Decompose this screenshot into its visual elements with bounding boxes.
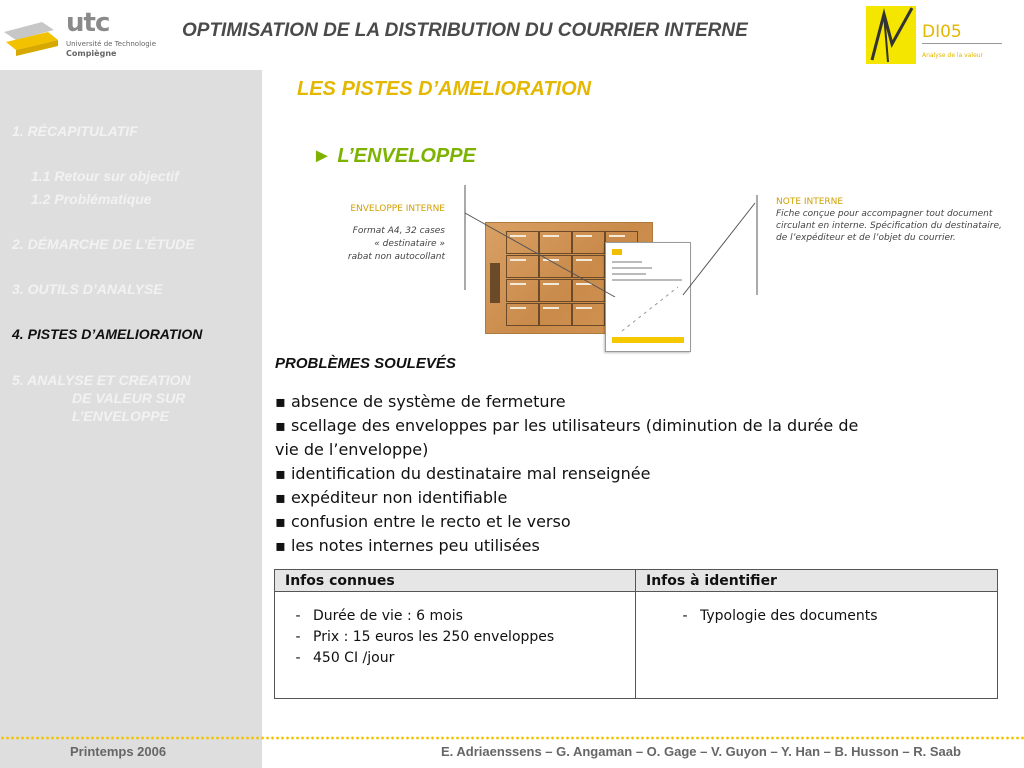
list-item: ▪ identification du destinataire mal renseignée [275,462,885,486]
sidebar-item-analyse-line2: DE VALEUR SUR [72,390,186,406]
list-item: - Prix : 15 euros les 250 enveloppes [283,627,635,648]
dio-logo-tagline: Analyse de la valeur [922,52,984,59]
table-cell-known [275,592,636,699]
dio-logo-rule [922,43,1002,44]
table-cell-to-identify [636,592,998,699]
list-item: ▪ les notes internes peu utilisées [275,534,885,558]
list-item: ▪ absence de système de fermeture [275,390,885,414]
envelope-annotation-line3: rabat non autocollant [347,252,445,262]
sidebar [0,70,262,768]
problems-list [275,390,885,558]
sidebar-item-analyse-line1: 5. ANALYSE ET CREATION [12,372,191,388]
list-item: - 450 CI /jour [283,648,635,669]
dio-logo-name: DI05 [922,22,962,42]
dio-logo-mark-icon [866,4,922,66]
envelope-annotation-line2: « destinataire » [374,239,445,249]
sidebar-item-analyse-line3: L’ENVELOPPE [72,408,169,424]
utc-logo-word: utc [66,8,110,38]
footer-date: Printemps 2006 [70,744,167,759]
envelope-annotation-title: ENVELOPPE INTERNE [350,204,445,214]
list-item: ▪ expéditeur non identifiable [275,486,885,510]
dio-logo [866,4,1012,68]
sidebar-item-demarche[interactable]: 2. DÉMARCHE DE L’ÉTUDE [12,236,195,252]
footer-divider [0,736,1024,740]
utc-logo [4,6,156,62]
problems-title: PROBLÈMES SOULEVÉS [275,355,456,372]
sidebar-item-problematique[interactable]: 1.2 Problématique [31,191,152,207]
table-header-known: Infos connues [275,570,636,592]
utc-logo-mark-icon [4,14,62,58]
envelope-annotation-line1: Format A4, 32 cases [352,226,445,236]
list-item: ▪ scellage des enveloppes par les utilisateurs (diminution de la durée de vie de l’enveloppe) [275,414,885,462]
page-title: OPTIMISATION DE LA DISTRIBUTION DU COURRIER INTERNE [182,20,748,41]
list-item: - Durée de vie : 6 mois [283,606,635,627]
subsection-title: ► L’ENVELOPPE [312,145,476,167]
note-annotation-text: Fiche conçue pour accompagner tout document circulant en interne. Spécification du destinataire, de l’expéditeur et de l’objet du courrier. [776,209,1002,243]
sidebar-item-retour-objectif[interactable]: 1.1 Retour sur objectif [31,168,179,184]
utc-logo-line2: Compiègne [66,49,117,58]
note-annotation [776,196,1006,244]
sidebar-item-recapitulatif[interactable]: 1. RÉCAPITULATIF [12,123,138,139]
sidebar-item-pistes[interactable]: 4. PISTES D’AMELIORATION [12,326,203,342]
list-item: - Typologie des documents [670,606,997,627]
annotation-connectors [455,185,775,355]
section-title: LES PISTES D’AMELIORATION [297,78,592,100]
utc-logo-line1: Université de Technologie [66,40,156,48]
footer-authors: E. Adriaenssens – G. Angaman – O. Gage – V. Guyon – Y. Han – B. Husson – R. Saab [441,744,961,759]
list-item: ▪ confusion entre le recto et le verso [275,510,885,534]
header [0,0,1024,68]
table-row [275,592,998,699]
info-table [274,569,998,699]
note-annotation-title: NOTE INTERNE [776,197,844,207]
sidebar-item-outils[interactable]: 3. OUTILS D’ANALYSE [12,281,163,297]
sidebar-item-analyse-creation[interactable] [12,371,252,425]
table-header-row [275,570,998,592]
table-header-to-identify: Infos à identifier [636,570,998,592]
envelope-annotation [300,203,445,264]
